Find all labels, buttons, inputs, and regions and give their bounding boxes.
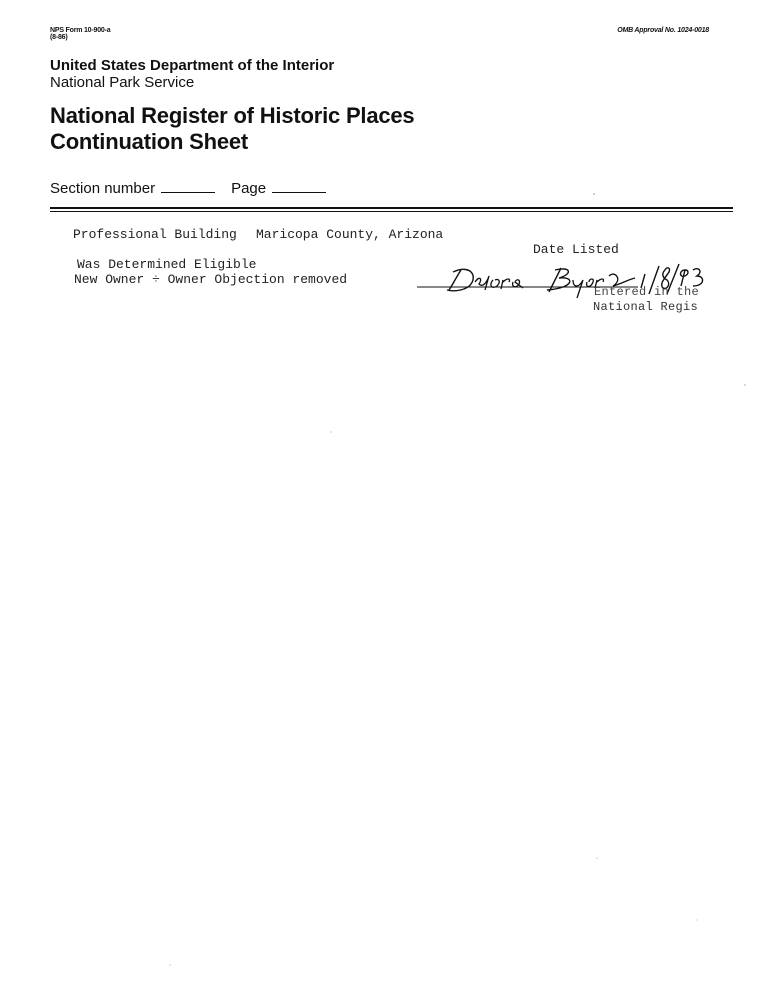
section-page-fields <box>50 180 326 197</box>
status-line-owner-objection: New Owner ÷ Owner Objection removed <box>74 272 348 287</box>
department-name: United States Department of the Interior <box>50 57 335 74</box>
header-divider-thick <box>50 207 733 209</box>
page-number-blank <box>272 180 326 193</box>
document-subtitle: Continuation Sheet <box>50 129 249 154</box>
property-name: Professional Building <box>73 227 237 242</box>
section-number-label: Section number <box>50 180 156 197</box>
date-listed-label: Date Listed <box>533 242 619 257</box>
section-number-blank <box>161 180 215 193</box>
service-name: National Park Service <box>50 74 195 91</box>
form-number: NPS Form 10-900-a <box>50 27 111 34</box>
page-label: Page <box>231 180 267 197</box>
omb-approval-number: OMB Approval No. 1024-0018 <box>617 27 709 34</box>
header-divider-thin <box>50 211 733 212</box>
form-revision: (8-86) <box>50 34 68 41</box>
form-number-block <box>50 27 110 41</box>
register-stamp-line2: National Regis <box>593 300 699 314</box>
status-line-eligible: Was Determined Eligible <box>77 257 257 272</box>
register-stamp-line1: Entered in the <box>594 285 700 299</box>
property-location: Maricopa County, Arizona <box>256 227 444 242</box>
document-title: National Register of Historic Places <box>50 103 415 128</box>
